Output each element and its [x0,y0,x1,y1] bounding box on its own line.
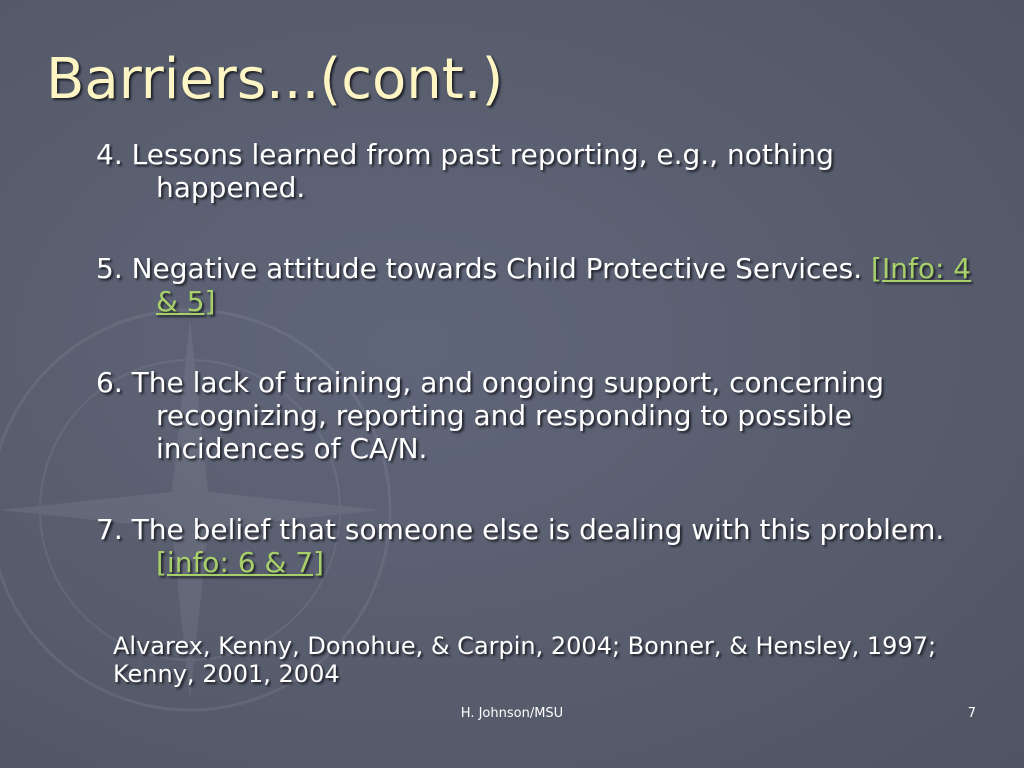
list-item [96,138,976,204]
list-item [96,366,976,465]
slide-title: Barriers...(cont.) [46,47,504,112]
list-item-text: 4. Lessons learned from past reporting, e.g., nothing happened. [96,138,834,204]
list-item-text: 7. The belief that someone else is dealing with this problem. [96,513,945,546]
list-item [96,252,976,318]
page-number: 7 [967,706,976,721]
info-6-7-link[interactable]: [info: 6 & 7] [156,546,324,579]
list-item-text: 5. Negative attitude towards Child Protective Services. [96,252,872,285]
citation: Alvarex, Kenny, Donohue, & Carpin, 2004; Bonner, & Hensley, 1997; Kenny, 2001, 2004 [113,632,937,688]
list-item-text: 6. The lack of training, and ongoing support, concerning recognizing, reporting and responding to possible incidences of CA/N. [96,366,885,465]
info-4-5-link[interactable]: [Info: 4 & 5] [156,252,972,318]
list-item [96,513,976,579]
bullet-list [96,138,976,579]
footer-author: H. Johnson/MSU [460,706,564,721]
